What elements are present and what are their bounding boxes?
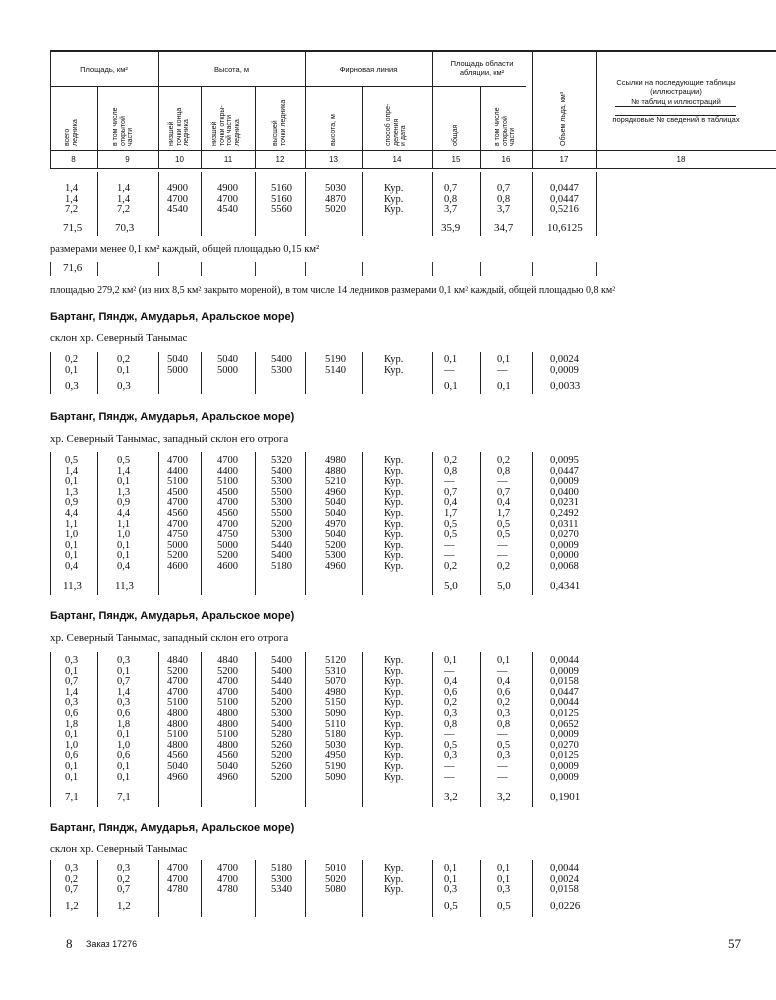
col-abl-total-label: общая: [452, 124, 459, 146]
col-rule: [305, 860, 306, 917]
row-tick: [201, 262, 202, 276]
cell-high: 5400 5300: [271, 354, 292, 376]
note-area-summary: площадью 279,2 км² (из них 8,5 км² закрыто мореной), в том числе 14 ледников размерами 0,1 км² каждый, общей площадью 0,8 км²: [50, 285, 616, 296]
cell-volume: 0,0095 0,0447 0,0009 0,0400 0,0231 0,2492 0,0311 0,0270 0,0009 0,0000 0,0068: [550, 455, 579, 572]
page-number: 57: [728, 936, 741, 951]
cell-area-open: 1,4 1,4 7,2: [117, 183, 131, 216]
section-subtitle: хр. Северный Танымас, западный склон его отрога: [50, 632, 289, 644]
header-group-rule: [50, 86, 526, 87]
cell-method: Кур. Кур. Кур. Кур. Кур. Кур. Кур. Кур. Кур. Кур. Кур. Кур.: [384, 655, 404, 783]
cell-high: 5180 5300 5340: [271, 863, 292, 896]
cell-abl-open: 0,1 — 0,4 0,6 0,2 0,3 0,8 — 0,5 0,3 — —: [497, 655, 511, 783]
total-open: 7,1: [117, 791, 131, 803]
cell-abl-open: 0,2 0,8 — 0,7 0,4 1,7 0,5 0,5 — — 0,2: [497, 455, 511, 572]
cell-volume: 0,0044 0,0024 0,0158: [550, 863, 579, 896]
cell-firn-height: 5010 5020 5080: [325, 863, 346, 896]
section-subtitle: склон хр. Северный Танымас: [50, 843, 188, 855]
total-volume: 0,4341: [550, 580, 581, 592]
cell-abl-total: 0,1 — 0,4 0,6 0,2 0,3 0,8 — 0,5 0,3 — —: [444, 655, 458, 783]
col-rule: [596, 172, 597, 236]
cell-abl-total: 0,7 0,8 3,7: [444, 183, 458, 216]
total-volume: 0,1901: [550, 791, 581, 803]
total-area: 1,2: [65, 900, 79, 912]
col-rule: [305, 452, 306, 595]
col-rule: [201, 652, 202, 807]
cell-high: 5400 5400 5440 5400 5200 5300 5400 5280 5260 5200 5260 5200: [271, 655, 292, 783]
cell-abl-total: 0,1 —: [444, 354, 458, 376]
cell-volume: 0,0024 0,0009: [550, 354, 579, 376]
row-tick: [532, 262, 533, 276]
cell-low-end: 4700 4700 4780: [167, 863, 188, 896]
total-abl: 5,0: [444, 580, 458, 592]
cell-area-total: 0,5 1,4 0,1 1,3 0,9 4,4 1,1 1,0 0,1 0,1 0,4: [65, 455, 79, 572]
cell-low-end: 5040 5000: [167, 354, 188, 376]
section-title: Бартанг, Пяндж, Амударья, Аральское море): [50, 411, 295, 423]
refs-label-b: порядковые № сведений в таблицах: [612, 115, 740, 124]
col-rule: [480, 860, 481, 917]
col-number: 8: [71, 155, 76, 164]
col-rule: [532, 352, 533, 394]
col-rule: [201, 172, 202, 236]
col-rule: [201, 860, 202, 917]
cell-area-open: 0,5 1,4 0,1 1,3 0,9 4,4 1,1 1,0 0,1 0,1 0,4: [117, 455, 131, 572]
total-area: 71,5: [63, 222, 83, 234]
col-number: 14: [392, 155, 402, 164]
col-rule: [201, 452, 202, 595]
cell-high: 5160 5160 5560: [271, 183, 292, 216]
note-value: 71,6: [63, 262, 83, 274]
total-volume: 10,6125: [547, 222, 583, 234]
col-open-label: в том числе открытой части: [112, 107, 134, 146]
col-rule: [97, 452, 98, 595]
cell-area-open: 0,3 0,2 0,7: [117, 863, 131, 896]
cell-area-total: 0,3 0,1 0,7 1,4 0,3 0,6 1,8 0,1 1,0 0,6 0,1 0,1: [65, 655, 79, 783]
cell-firn-height: 5030 4870 5020: [325, 183, 346, 216]
cell-area-open: 0,2 0,1: [117, 354, 131, 376]
total-abl-open: 5,0: [497, 580, 511, 592]
total-abl: 35,9: [441, 222, 461, 234]
col-number: 15: [451, 155, 461, 164]
col-rule: [50, 652, 51, 807]
col-rule: [255, 652, 256, 807]
row-tick: [97, 262, 98, 276]
col-rule: [158, 860, 159, 917]
cell-low-open: 4840 5200 4700 4700 5100 4800 4800 5100 4800 4560 5040 4960: [217, 655, 238, 783]
cell-low-end: 4840 5200 4700 4700 5100 4800 4800 5100 4800 4560 5040 4960: [167, 655, 188, 783]
total-abl: 0,5: [444, 900, 458, 912]
cell-low-end: 4900 4700 4540: [167, 183, 188, 216]
col-rule: [158, 172, 159, 236]
col-low-open-label: низшей точки откры- той части ледника: [211, 105, 241, 146]
col-rule: [158, 452, 159, 595]
cell-abl-total: 0,2 0,8 — 0,7 0,4 1,7 0,5 0,5 — — 0,2: [444, 455, 458, 572]
cell-method: Кур. Кур. Кур.: [384, 863, 404, 896]
col-number: 10: [175, 155, 184, 164]
group-area-label: Площадь, км²: [80, 65, 128, 74]
total-open: 11,3: [115, 580, 134, 592]
col-rule: [97, 860, 98, 917]
col-rule: [255, 172, 256, 236]
cell-area-total: 1,4 1,4 7,2: [65, 183, 79, 216]
row-tick: [432, 262, 433, 276]
total-area: 0,3: [65, 380, 79, 392]
row-tick: [362, 262, 363, 276]
cell-area-total: 0,2 0,1: [65, 354, 79, 376]
col-rule: [480, 172, 481, 236]
col-rule: [50, 452, 51, 595]
col-rule: [432, 452, 433, 595]
col-number: 9: [125, 155, 130, 164]
cell-area-open: 0,3 0,1 0,7 1,4 0,3 0,6 1,8 0,1 1,0 0,6 0,1 0,1: [117, 655, 131, 783]
col-rule: [50, 352, 51, 394]
row-tick: [50, 262, 51, 276]
total-open: 0,3: [117, 380, 131, 392]
col-number: 16: [501, 155, 511, 164]
col-rule: [362, 172, 363, 236]
col-number: 17: [559, 155, 569, 164]
cell-low-open: 4700 4400 5100 4500 4700 4560 4700 4750 5000 5200 4600: [217, 455, 238, 572]
col-firn-height-label: высота, м: [330, 114, 337, 146]
cell-abl-open: 0,1 0,1 0,3: [497, 863, 511, 896]
col-rule: [362, 352, 363, 394]
col-rule: [432, 352, 433, 394]
row-tick: [596, 262, 597, 276]
col-rule: [480, 652, 481, 807]
section-title: Бартанг, Пяндж, Амударья, Аральское море): [50, 610, 295, 622]
total-area: 11,3: [63, 580, 82, 592]
total-abl-open: 34,7: [494, 222, 514, 234]
cell-method: Кур. Кур. Кур. Кур. Кур. Кур. Кур. Кур. Кур. Кур. Кур.: [384, 455, 404, 572]
col-low-end-label: низшей точки конца ледника: [168, 107, 190, 146]
col-rule: [480, 352, 481, 394]
col-rule: [255, 452, 256, 595]
cell-area-total: 0,3 0,2 0,7: [65, 863, 79, 896]
col-rule: [480, 452, 481, 595]
cell-method: Кур. Кур.: [384, 354, 404, 376]
note-small-glaciers: размерами менее 0,1 км² каждый, общей площадью 0,15 км²: [50, 244, 320, 255]
header-bottom-rule: [50, 168, 776, 169]
col-rule: [97, 172, 98, 236]
col-rule: [305, 172, 306, 236]
signature-mark: 8: [66, 936, 73, 951]
col-rule: [432, 172, 433, 236]
group-firn-label: Фирновая линия: [339, 65, 398, 74]
col-abl-open-label: в том числе открытой части: [494, 107, 516, 146]
refs-label-a: № таблиц и иллюстраций: [631, 97, 721, 106]
total-abl: 3,2: [444, 791, 458, 803]
col-number: 13: [329, 155, 338, 164]
col-rule: [158, 652, 159, 807]
col-rule: [532, 652, 533, 807]
row-tick: [255, 262, 256, 276]
cell-low-open: 5040 5000: [217, 354, 238, 376]
cell-high: 5320 5400 5300 5500 5300 5500 5200 5300 5440 5400 5180: [271, 455, 292, 572]
col-rule: [50, 860, 51, 917]
col-rule: [305, 352, 306, 394]
col-rule: [532, 172, 533, 236]
header-divider: [596, 50, 597, 168]
section-subtitle: склон хр. Северный Танымас: [50, 332, 188, 344]
col-rule: [255, 860, 256, 917]
col-rule: [255, 352, 256, 394]
col-rule: [362, 860, 363, 917]
group-ablation-label: Площадь области абляции, км²: [450, 59, 514, 77]
total-area: 7,1: [65, 791, 79, 803]
col-rule: [362, 452, 363, 595]
cell-low-open: 4900 4700 4540: [217, 183, 238, 216]
col-rule: [432, 860, 433, 917]
cell-firn-height: 5190 5140: [325, 354, 346, 376]
cell-firn-height: 5120 5310 5070 4980 5150 5090 5110 5180 5030 4950 5190 5090: [325, 655, 346, 783]
row-tick: [480, 262, 481, 276]
cell-abl-open: 0,7 0,8 3,7: [497, 183, 511, 216]
section-title: Бартанг, Пяндж, Амударья, Аральское море): [50, 822, 295, 834]
row-tick: [158, 262, 159, 276]
total-abl-open: 0,5: [497, 900, 511, 912]
col-rule: [97, 352, 98, 394]
col-number: 11: [223, 155, 233, 164]
section-title: Бартанг, Пяндж, Амударья, Аральское море): [50, 311, 295, 323]
total-open: 70,3: [115, 222, 135, 234]
col-number: 12: [275, 155, 285, 164]
col-rule: [158, 352, 159, 394]
cell-abl-total: 0,1 0,1 0,3: [444, 863, 458, 896]
total-abl: 0,1: [444, 380, 458, 392]
refs-label: Ссылки на последующие таблицы (иллюстрации): [616, 78, 736, 96]
cell-abl-open: 0,1 —: [497, 354, 511, 376]
header-divider: [532, 50, 533, 168]
cell-low-end: 4700 4400 5100 4500 4700 4560 4700 4750 5000 5200 4600: [167, 455, 188, 572]
col-rule: [97, 652, 98, 807]
cell-method: Кур. Кур. Кур.: [384, 183, 404, 216]
header-divider: [432, 50, 433, 168]
cell-volume: 0,0044 0,0009 0,0158 0,0447 0,0044 0,0125 0,0652 0,0009 0,0270 0,0125 0,0009 0,0009: [550, 655, 579, 783]
col-number: 18: [676, 155, 686, 164]
order-number: Заказ 17276: [86, 939, 138, 949]
col-rule: [305, 652, 306, 807]
col-rule: [362, 652, 363, 807]
total-open: 1,2: [117, 900, 131, 912]
cell-volume: 0,0447 0,0447 0,5216: [550, 183, 579, 216]
total-volume: 0,0226: [550, 900, 581, 912]
col-high-label: высшей точки ледника: [272, 99, 287, 146]
col-rule: [532, 860, 533, 917]
col-volume-label: Объем льда, км³: [560, 91, 567, 146]
total-abl-open: 0,1: [497, 380, 511, 392]
row-tick: [305, 262, 306, 276]
total-abl-open: 3,2: [497, 791, 511, 803]
col-rule: [432, 652, 433, 807]
group-height-label: Высота, м: [213, 65, 250, 74]
col-method-label: способ опре- деления и дата: [385, 103, 407, 146]
total-volume: 0,0033: [550, 380, 581, 392]
col-rule: [532, 452, 533, 595]
col-rule: [201, 352, 202, 394]
cell-low-open: 4700 4700 4780: [217, 863, 238, 896]
col-total-label: всего ледника: [64, 119, 79, 146]
cell-firn-height: 4980 4880 5210 4960 5040 5040 4970 5040 5200 5300 4960: [325, 455, 346, 572]
section-subtitle: хр. Северный Танымас, западный склон его отрога: [50, 433, 289, 445]
